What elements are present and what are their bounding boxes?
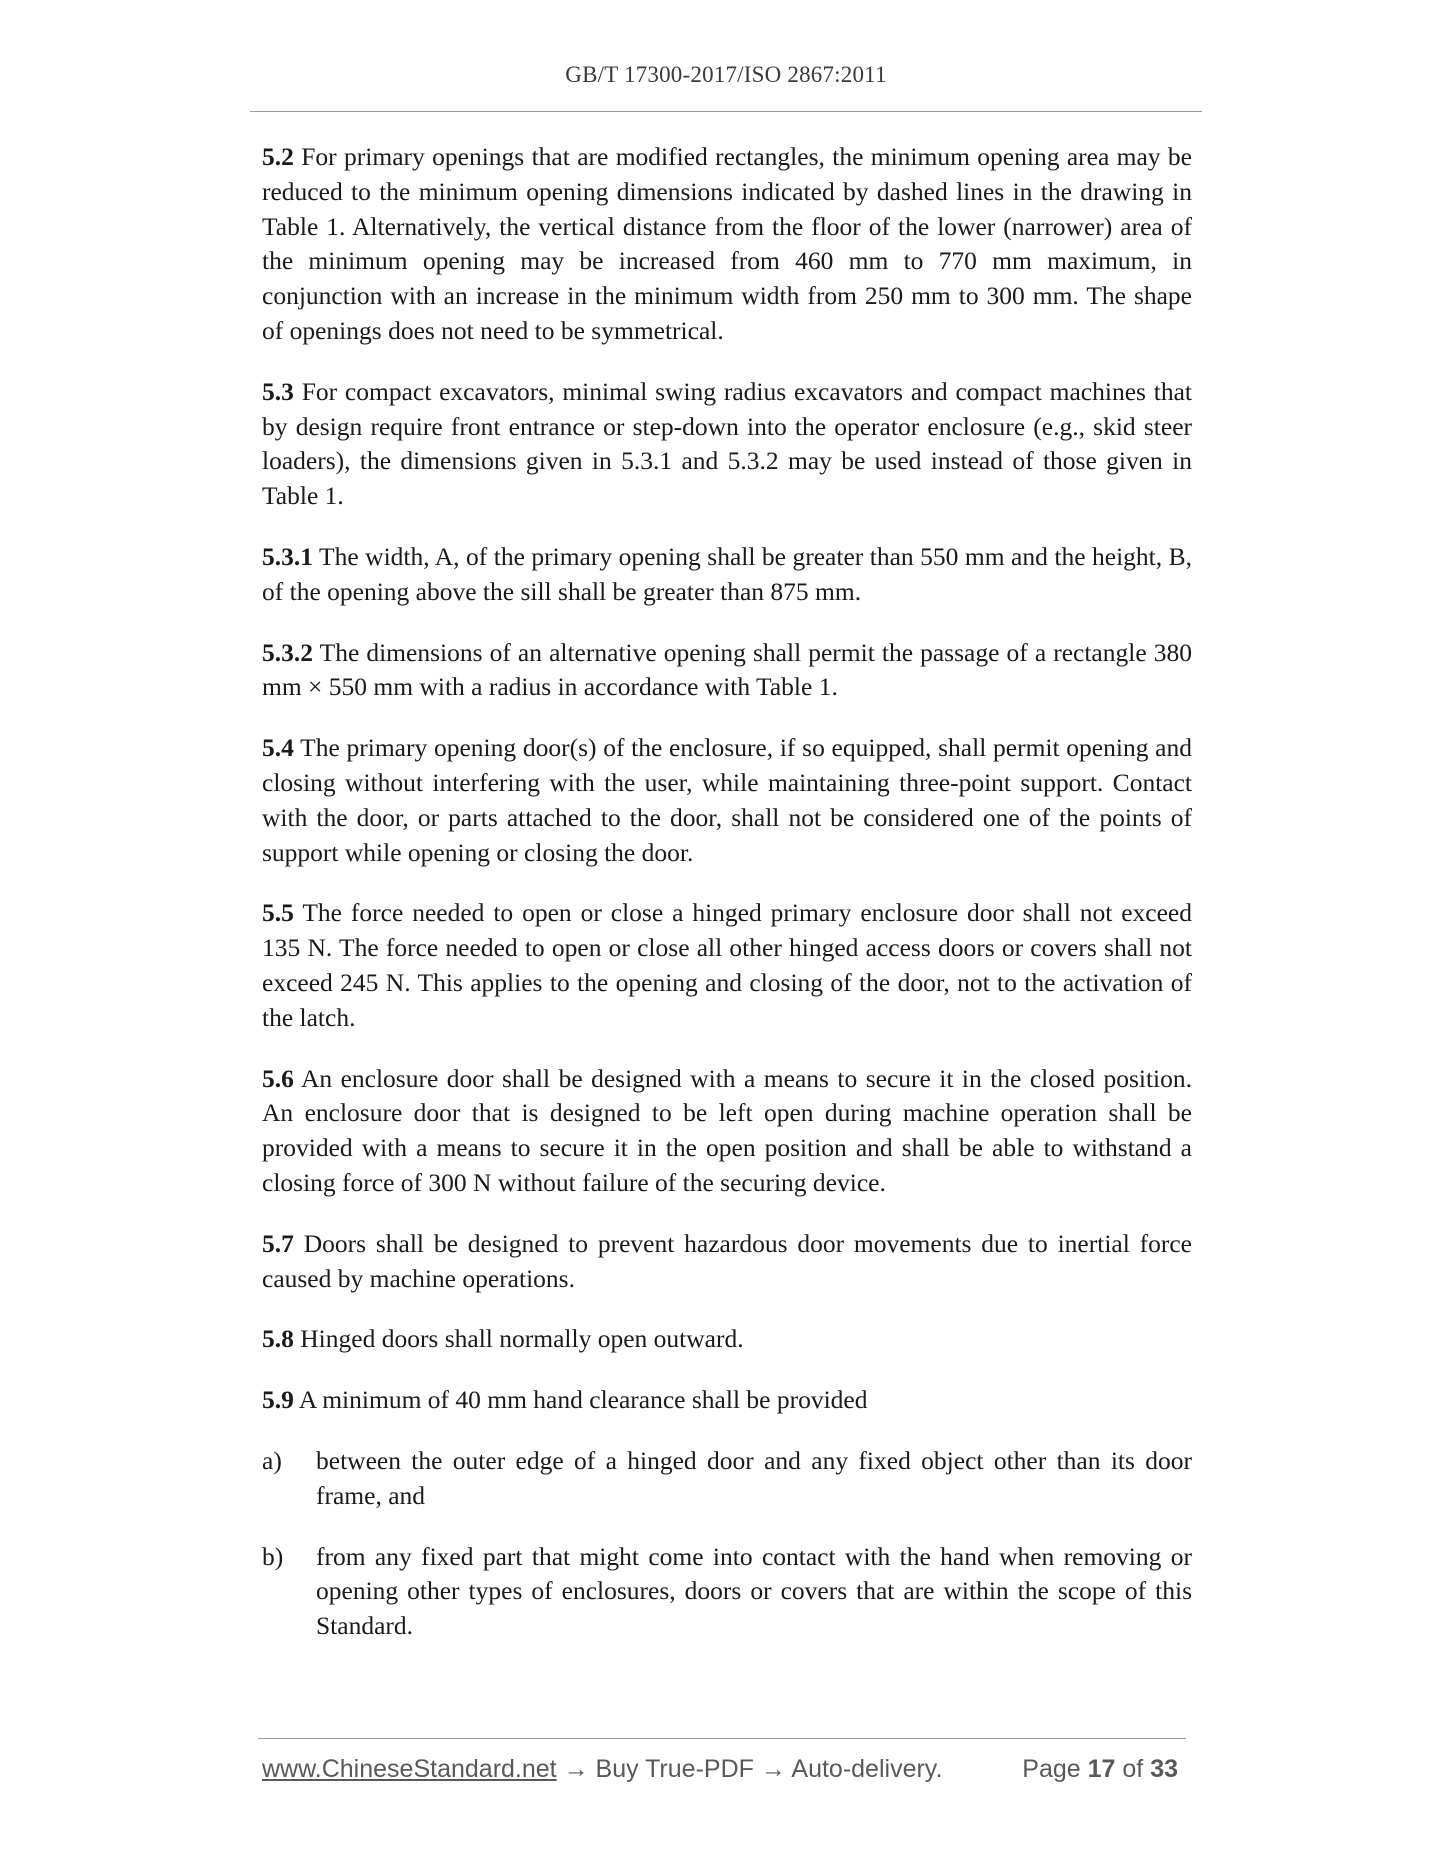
clause-number: 5.2 [262, 142, 294, 171]
clause-number: 5.5 [262, 898, 294, 928]
clause-text: A minimum of 40 mm hand clearance shall be provided [298, 1385, 868, 1415]
footer-tagline: → Buy True-PDF → Auto-delivery. [556, 1755, 943, 1783]
clause-number: 5.6 [262, 1063, 294, 1093]
clause-5-5 [262, 896, 1192, 1035]
clause-text: Doors shall be designed to prevent hazardous door movements due to inertial force caused by machine operations. [262, 1228, 1192, 1293]
header-divider [250, 111, 1202, 112]
footer-divider [258, 1738, 1186, 1739]
clause-5-9 [262, 1383, 1192, 1418]
clause-text: An enclosure door shall be designed with a means to secure it in the closed position. An enclosure door that is designed to be left open during machine operation shall be provided with a means to secure it in the open position and shall be able to withstand a closing force of 300 N without failure of the securing device. [262, 1063, 1193, 1197]
running-header: GB/T 17300-2017/ISO 2867:2011 [565, 62, 887, 87]
clause-number: 5.3.1 [262, 541, 313, 571]
clause-5-3 [262, 375, 1192, 514]
clause-number: 5.9 [262, 1385, 294, 1415]
list-text: from any fixed part that might come into contact with the hand when removing or opening other types of enclosures, doors or covers that are within the scope of this Standard. [316, 1541, 1192, 1641]
list-label: b) [262, 1541, 284, 1571]
page-current: 17 [1087, 1755, 1116, 1783]
page-label: Page [1022, 1755, 1081, 1783]
clause-text: For primary openings that are modified rectangles, the minimum opening area may be reduced to the minimum opening dimensions indicated by dashed lines in the drawing in Table 1. Alternatively, the vertical distance from the floor of the lower (narrower) area of the minimum opening may be increased from 460 mm to 770 mm maximum, in conjunction with an increase in the minimum width from 250 mm to 300 mm. The shape of openings does not need to be symmetrical. [262, 142, 1192, 345]
clause-5-2 [262, 140, 1192, 349]
list-text: between the outer edge of a hinged door and any fixed object other than its door frame, and [316, 1445, 1192, 1510]
clause-number: 5.8 [262, 1324, 294, 1354]
clause-number: 5.3 [262, 376, 294, 406]
clause-number: 5.4 [262, 733, 294, 763]
page-total: 33 [1150, 1755, 1178, 1783]
clause-5-7 [262, 1227, 1192, 1297]
page-indicator [1022, 1755, 1178, 1784]
clause-text: For compact excavators, minimal swing radius excavators and compact machines that by design require front entrance or step-down into the operator enclosure (e.g., skid steer loaders), the dimensions given in 5.3.1 and 5.3.2 may be used instead of those given in Table 1. [262, 376, 1192, 511]
clause-text: The width, A, of the primary opening shall be greater than 550 mm and the height, B, of the opening above the sill shall be greater than 875 mm. [262, 541, 1193, 606]
page-of: of [1122, 1755, 1144, 1783]
clause-number: 5.7 [262, 1228, 294, 1258]
list-label: a) [262, 1445, 282, 1475]
clause-number: 5.3.2 [262, 637, 313, 667]
clause-5-3-2 [262, 636, 1192, 706]
clause-5-3-1 [262, 540, 1192, 610]
footer-left [262, 1755, 942, 1784]
clause-5-4 [262, 731, 1192, 870]
clause-5-8 [262, 1322, 1192, 1357]
clause-text: The primary opening door(s) of the enclosure, if so equipped, shall permit opening and closing without interfering with the user, while maintaining three-point support. Contact with the door, or parts attached to the door, shall not be considered one of the points of support while opening or closing the door. [262, 733, 1192, 867]
website-link[interactable]: www.ChineseStandard.net [262, 1755, 557, 1783]
clause-text: The dimensions of an alternative opening shall permit the passage of a rectangle 380 mm × 550 mm with a radius in accordance with Table 1. [262, 637, 1192, 702]
list-item-a [262, 1444, 1192, 1514]
page-footer [262, 1755, 1182, 1791]
clause-5-6 [262, 1062, 1192, 1201]
document-body [262, 140, 1192, 1670]
list-item-b [262, 1540, 1192, 1644]
clause-text: The force needed to open or close a hinged primary enclosure door shall not exceed 135 N. The force needed to open or close all other hinged access doors or covers shall not exceed 245 N. This applies to the opening and closing of the door, not to the activation of the latch. [262, 898, 1192, 1032]
clause-text: Hinged doors shall normally open outward. [300, 1324, 744, 1354]
